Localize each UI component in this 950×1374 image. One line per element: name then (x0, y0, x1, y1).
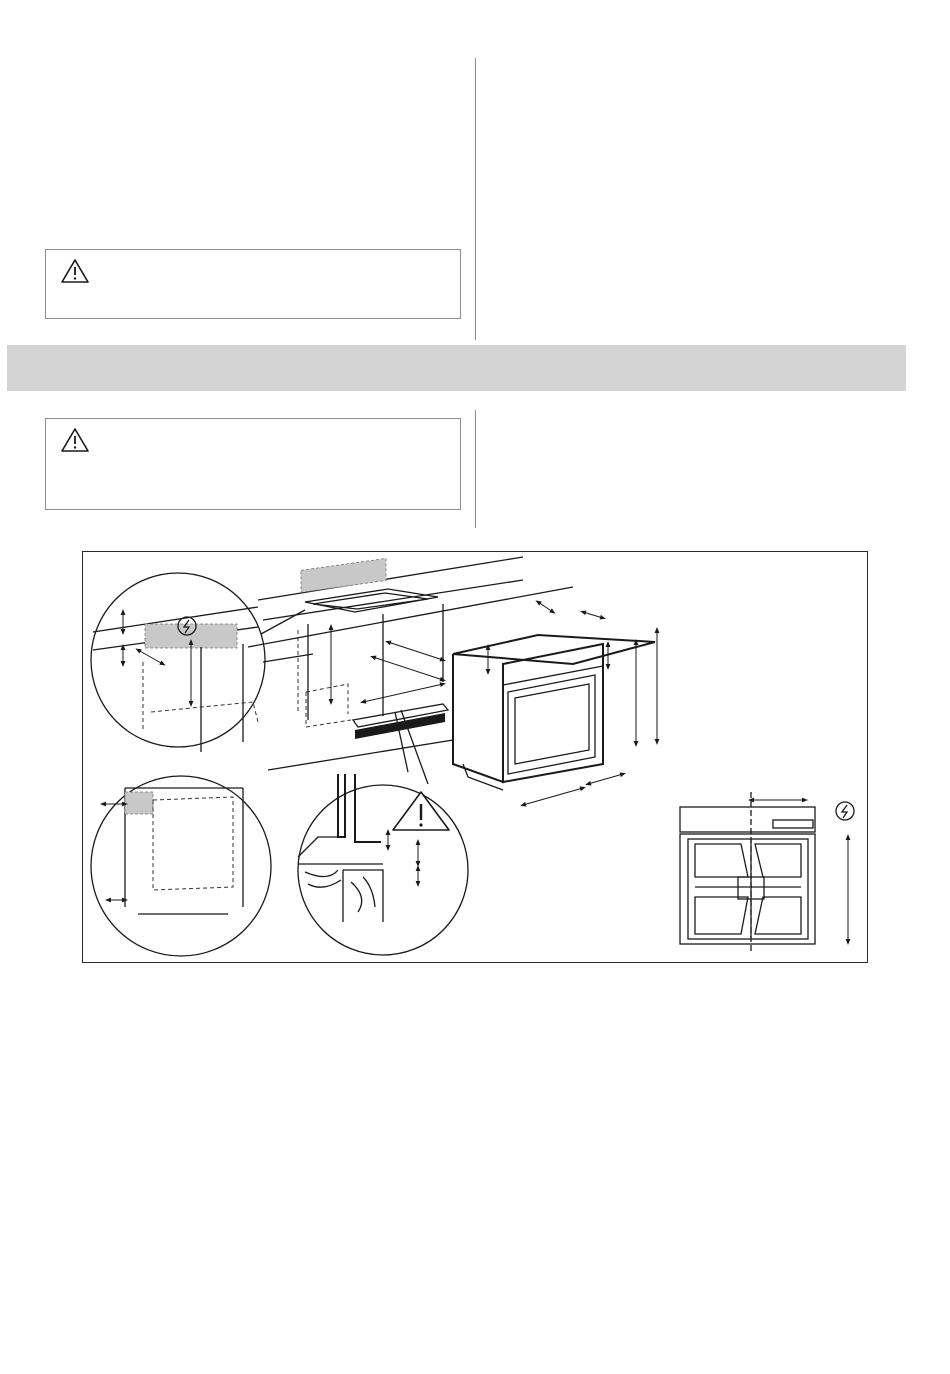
warning-box-1 (45, 249, 461, 319)
warning-triangle-icon (393, 792, 449, 830)
warning-triangle-icon (60, 258, 90, 284)
warning-box-2 (45, 418, 461, 510)
hob-cutout (305, 589, 438, 612)
oven-unit (453, 602, 657, 805)
column-divider-top (475, 58, 476, 340)
plan-view-hob (680, 792, 854, 952)
cabinet-perspective (248, 557, 573, 770)
junction-box-area (301, 558, 386, 592)
section-heading-band (7, 345, 906, 391)
connection-highlight (125, 792, 153, 814)
detail-circle-cabinet-side (91, 776, 271, 956)
warning-triangle-icon (60, 427, 90, 453)
detail-circle-worktop (91, 573, 305, 752)
detail-circle-cross-section (298, 710, 468, 955)
electric-connection-icon (836, 802, 854, 820)
column-divider-bottom (475, 410, 476, 528)
installation-diagram (83, 552, 867, 962)
installation-figure (82, 551, 868, 963)
